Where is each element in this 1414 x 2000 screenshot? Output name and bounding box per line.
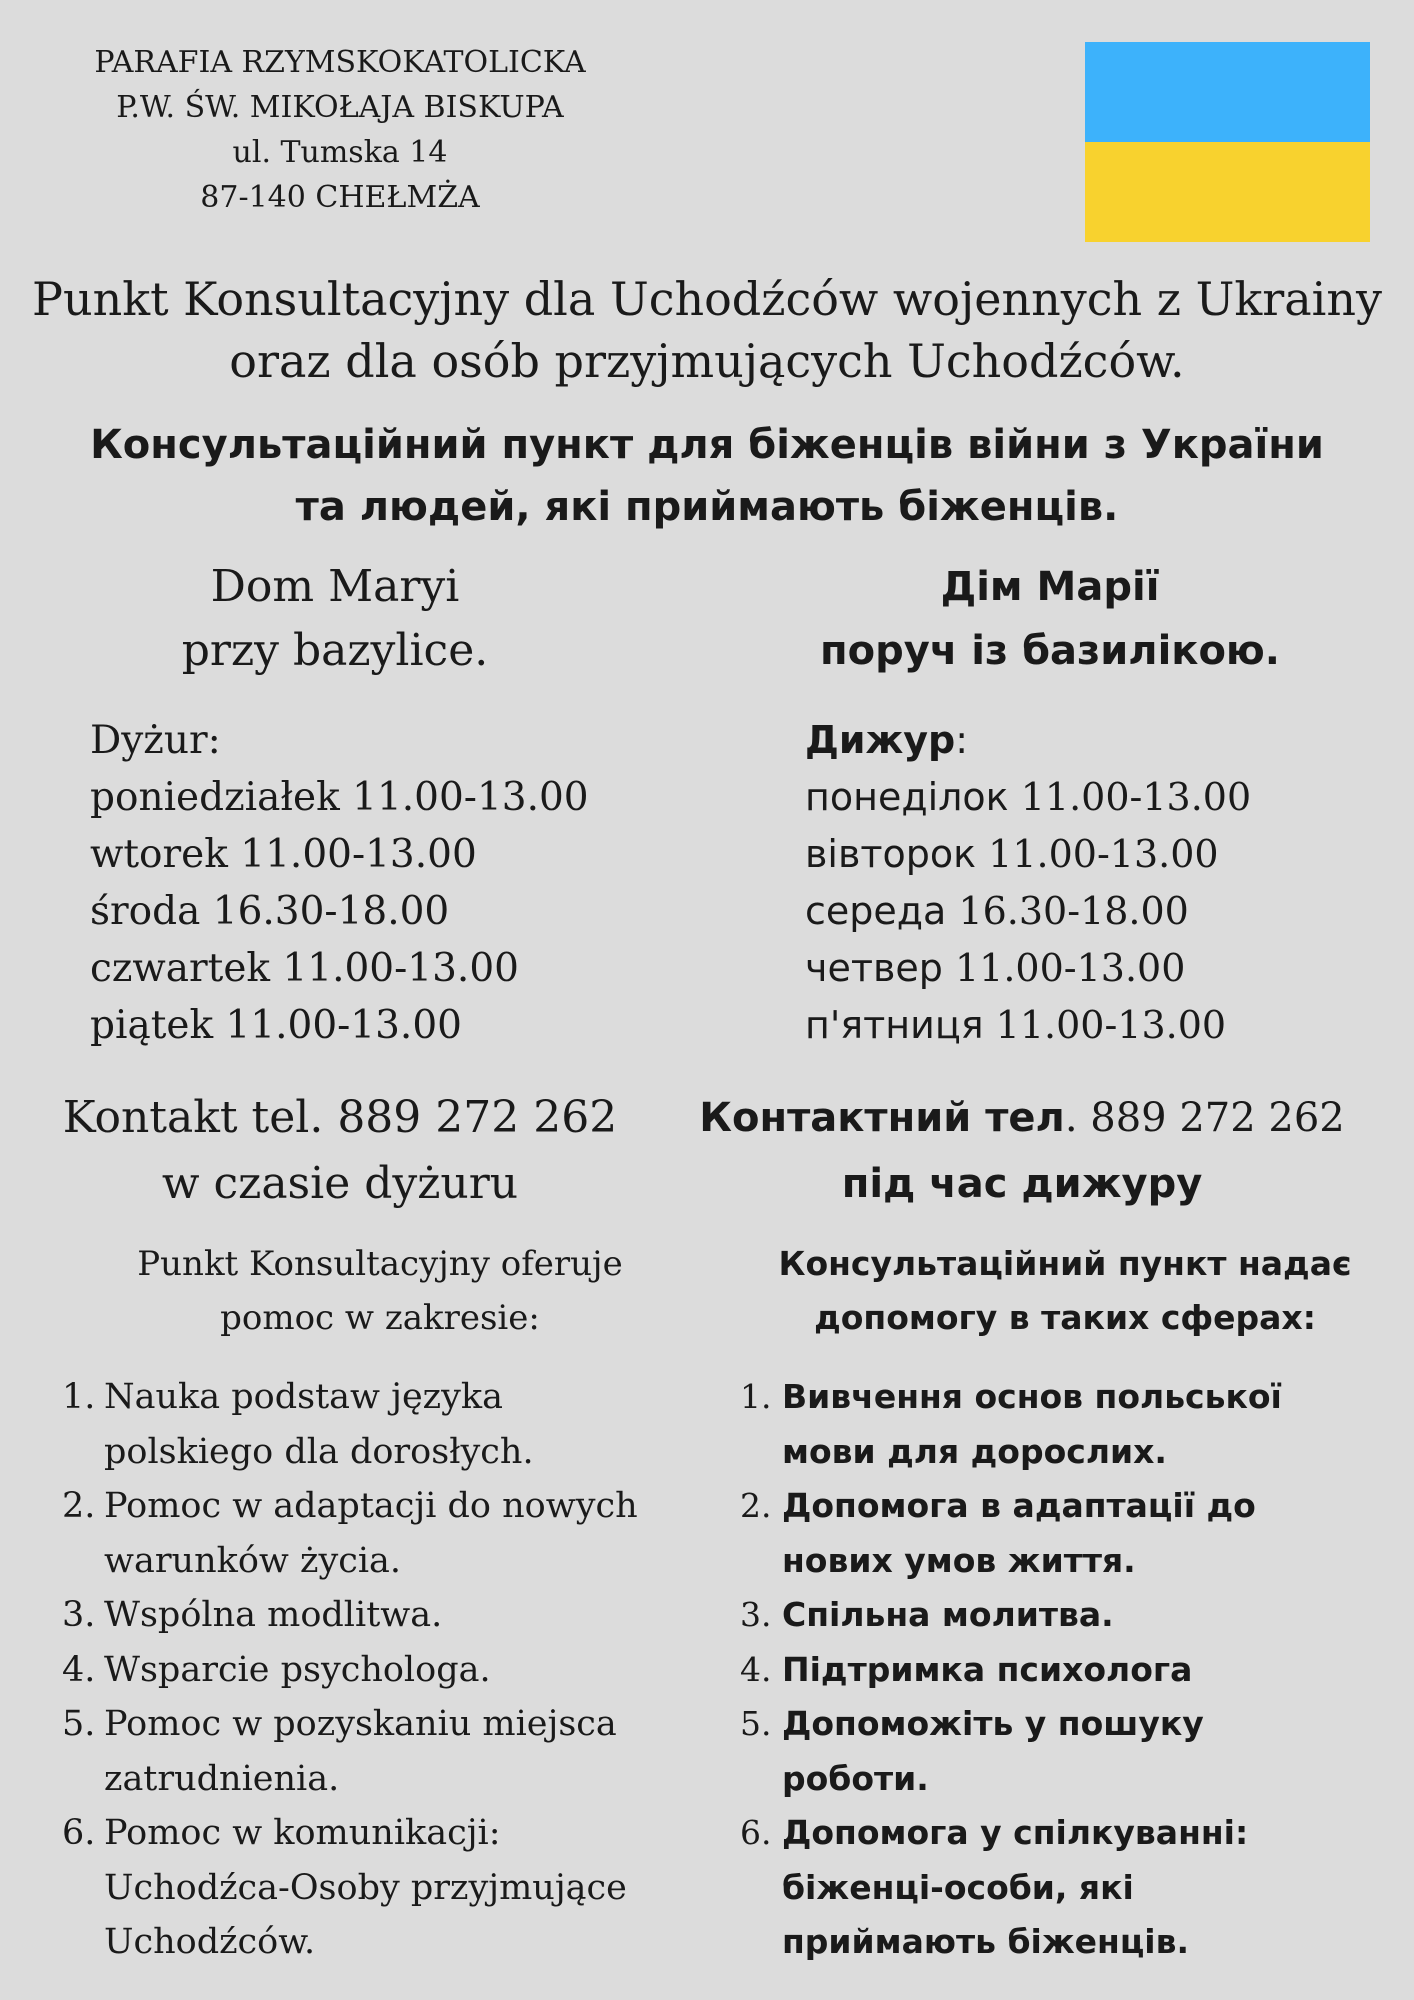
list-line: Pomoc w komunikacji:: [104, 1813, 501, 1853]
parish-street: ul. Tumska 14: [232, 135, 448, 170]
list-item: [740, 1588, 1390, 1643]
duty-row: [805, 997, 1251, 1054]
duty-hours: 11.00-13.00: [225, 1003, 462, 1048]
place-ukrainian-line-1: Дім Марії: [940, 564, 1160, 610]
place-polish-line-2: przy bazylice.: [181, 625, 489, 676]
list-item: [740, 1643, 1390, 1698]
duty-row: [90, 997, 589, 1054]
duty-hours: 11.00-13.00: [988, 832, 1219, 876]
offer-intro-ukrainian: [720, 1237, 1410, 1345]
duty-row: [90, 883, 589, 940]
list-line: нових умов життя.: [782, 1540, 1136, 1580]
offer-intro-polish: [10, 1237, 750, 1345]
list-item: [62, 1588, 712, 1643]
duty-hours: 16.30-18.00: [212, 889, 450, 934]
title-ukrainian-line-2: та людей, які приймають біженців.: [295, 484, 1119, 530]
list-line: polskiego dla dorosłych.: [104, 1431, 534, 1472]
list-line: Допомога у спілкуванні:: [782, 1813, 1249, 1852]
duty-day: środa: [90, 889, 201, 934]
duty-day: piątek: [90, 1003, 214, 1048]
duty-label-ukrainian: [805, 712, 1251, 769]
duty-hours: 11.00-13.00: [282, 946, 519, 991]
list-line: Wsparcie psychologa.: [104, 1649, 491, 1690]
duty-row: [805, 826, 1251, 883]
duty-day: poniedziałek: [90, 775, 340, 820]
contact-polish: [10, 1085, 670, 1217]
contact-label: Контактний тел: [699, 1095, 1065, 1141]
list-number: 1.: [740, 1377, 772, 1416]
list-line: Підтримка психолога: [782, 1649, 1193, 1689]
list-item: [62, 1643, 712, 1698]
title-polish-line-2: oraz dla osób przyjmujących Uchodźców.: [229, 334, 1185, 388]
duty-row: [90, 826, 589, 883]
contact-note: w czasie dyżuru: [161, 1158, 519, 1209]
list-line: біженці-особи, які: [782, 1867, 1134, 1907]
title-ukrainian-line-1: Консультаційний пункт для біженців війни з України: [90, 422, 1324, 468]
list-line: Uchodźców.: [104, 1922, 316, 1962]
duty-hours: 11.00-13.00: [352, 775, 589, 820]
place-polish-line-1: Dom Maryi: [210, 561, 460, 612]
duty-row: [805, 940, 1251, 997]
list-line: zatrudnienia.: [104, 1758, 340, 1799]
list-item: [62, 1479, 712, 1588]
duty-day: czwartek: [90, 946, 271, 991]
parish-dedication: P.W. ŚW. MIKOŁAJA BISKUPA: [116, 90, 564, 125]
offer-intro-line-1: Punkt Konsultacyjny oferuje: [137, 1244, 623, 1284]
parish-header: [40, 40, 640, 220]
list-line: Pomoc w pozyskaniu miejsca: [104, 1704, 617, 1744]
list-number: 2.: [740, 1486, 772, 1525]
list-line: приймають біженців.: [782, 1922, 1190, 1961]
list-number: 6.: [740, 1813, 772, 1852]
list-line: warunków życia.: [104, 1540, 402, 1581]
list-item: [740, 1479, 1390, 1588]
title-polish-line-1: Punkt Konsultacyjny dla Uchodźców wojennych z Ukrainy: [32, 272, 1382, 326]
list-number: 2.: [62, 1486, 96, 1526]
duty-day: вівторок: [805, 832, 977, 876]
contact-polish-line: [10, 1085, 670, 1151]
ukraine-flag: [1085, 42, 1370, 242]
list-line: Nauka podstaw języka: [104, 1377, 503, 1417]
flag-yellow-stripe: [1085, 142, 1370, 242]
flag-blue-stripe: [1085, 42, 1370, 142]
duty-hours: 11.00-13.00: [1020, 775, 1252, 819]
contact-note: під час дижуру: [841, 1161, 1203, 1207]
place-polish: [10, 555, 660, 683]
duty-day: wtorek: [90, 832, 228, 877]
list-number: 3.: [62, 1595, 96, 1635]
title-polish: [0, 268, 1414, 392]
contact-label: Kontakt tel.: [62, 1092, 324, 1143]
list-item: [62, 1806, 712, 1970]
offer-intro-line-1: Консультаційний пункт надає: [778, 1244, 1352, 1283]
list-line: Спільна молитва.: [782, 1595, 1114, 1634]
contact-ukrainian-line: [672, 1085, 1372, 1151]
list-line: мови для дорослих.: [782, 1431, 1167, 1471]
duty-label-polish: Dyżur:: [90, 718, 221, 763]
duty-hours-ukrainian: [805, 712, 1251, 1054]
offer-intro-line-2: допомогу в таких сферах:: [814, 1298, 1316, 1337]
list-number: 4.: [740, 1649, 772, 1689]
contact-phone[interactable]: 889 272 262: [337, 1092, 618, 1143]
contact-phone[interactable]: 889 272 262: [1090, 1095, 1345, 1141]
services-list-ukrainian: [740, 1370, 1390, 1970]
list-number: 3.: [740, 1595, 772, 1634]
list-item: [62, 1697, 712, 1806]
duty-hours: 11.00-13.00: [240, 832, 477, 877]
list-item: [740, 1370, 1390, 1479]
list-line: Вивчення основ польської: [782, 1377, 1282, 1416]
parish-name: PARAFIA RZYMSKOKATOLICKA: [94, 45, 586, 80]
title-ukrainian: [0, 414, 1414, 538]
duty-day: середа: [805, 889, 947, 933]
duty-hours: 11.00-13.00: [995, 1003, 1227, 1047]
duty-row: [805, 769, 1251, 826]
list-item: [740, 1806, 1390, 1970]
list-number: 6.: [62, 1813, 96, 1853]
list-item: [740, 1697, 1390, 1806]
list-line: роботи.: [782, 1758, 929, 1798]
list-line: Допоможіть у пошуку: [782, 1704, 1204, 1743]
duty-row: [90, 940, 589, 997]
duty-hours: 11.00-13.00: [954, 946, 1186, 990]
list-item: [62, 1370, 712, 1479]
duty-day: п'ятниця: [805, 1003, 984, 1047]
duty-label-text: Дижур: [805, 718, 956, 762]
list-line: Pomoc w adaptacji do nowych: [104, 1486, 638, 1526]
services-list-polish: [62, 1370, 712, 1970]
list-number: 1.: [62, 1377, 96, 1417]
duty-hours-polish: [90, 712, 589, 1054]
duty-day: четвер: [805, 946, 943, 990]
list-number: 5.: [62, 1704, 96, 1744]
list-line: Uchodźca-Osoby przyjmujące: [104, 1867, 627, 1908]
duty-row: [805, 883, 1251, 940]
contact-ukrainian: [672, 1085, 1372, 1217]
list-line: Wspólna modlitwa.: [104, 1595, 443, 1635]
offer-intro-line-2: pomoc w zakresie:: [220, 1298, 540, 1338]
place-ukrainian-line-2: поруч із базилікою.: [820, 628, 1280, 674]
list-line: Допомога в адаптації до: [782, 1486, 1256, 1525]
duty-label-colon: :: [955, 718, 969, 762]
contact-label-dot: .: [1064, 1095, 1078, 1141]
list-number: 5.: [740, 1704, 772, 1743]
duty-hours: 16.30-18.00: [958, 889, 1189, 933]
parish-city: 87-140 CHEŁMŻA: [200, 180, 480, 215]
list-number: 4.: [62, 1649, 96, 1690]
duty-row: [90, 769, 589, 826]
place-ukrainian: [700, 555, 1400, 683]
duty-day: понеділок: [805, 775, 1009, 819]
